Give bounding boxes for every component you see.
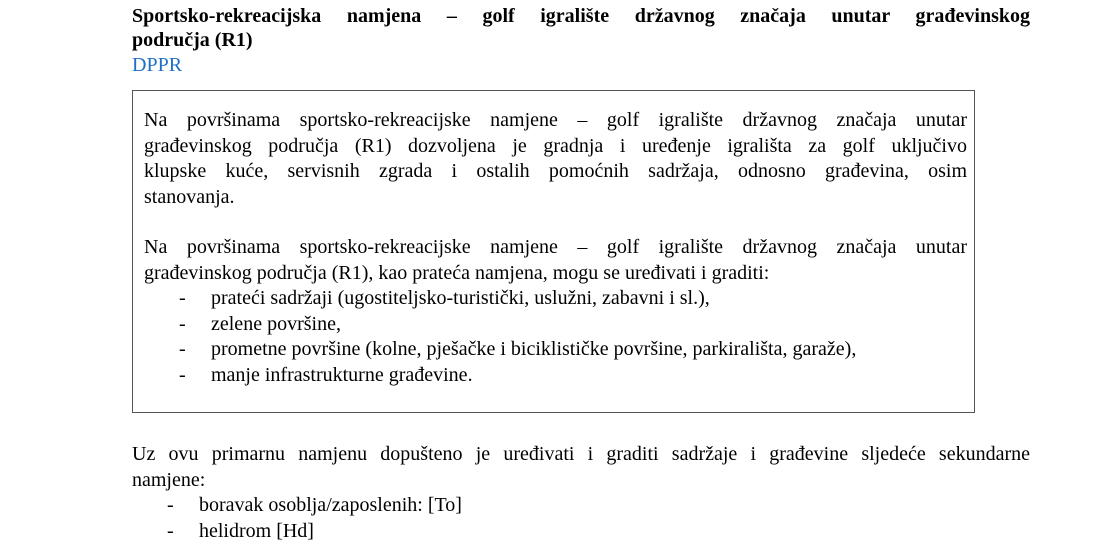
dppr-tag: DPPR: [132, 54, 183, 76]
heading-line: područja (R1): [132, 29, 253, 51]
list-item-text: zelene površine,: [211, 312, 341, 335]
secondary-use-section: [132, 442, 1030, 544]
dash-bullet: -: [179, 363, 186, 386]
text-line: Uz ovu primarnu namjenu dopušteno je uređivati i graditi sadržaje i građevine sljedeće sekundarne: [132, 443, 1030, 465]
text-line: građevinskog područja (R1), kao prateća namjena, mogu se uređivati i graditi:: [144, 261, 770, 284]
dash-bullet: -: [179, 312, 186, 335]
list-item: [144, 363, 967, 389]
box-paragraph-1: [144, 108, 967, 210]
list-item: [132, 519, 1030, 545]
text-line: klupske kuće, servisnih zgrada i ostalih pomoćnih sadržaja, odnosno građevina, osim: [144, 160, 967, 182]
list-item: [144, 286, 967, 312]
text-line: Na površinama sportsko-rekreacijske namjene – golf igralište državnog značaja unutar: [144, 236, 967, 258]
list-item-text: prometne površine (kolne, pješačke i biciklističke površine, parkirališta, garaže),: [211, 338, 857, 360]
list-item-text: helidrom [Hd]: [199, 519, 314, 542]
list-item-text: manje infrastrukturne građevine.: [211, 363, 473, 386]
dash-bullet: -: [167, 519, 174, 542]
list-item: [144, 337, 967, 363]
list-item-text: boravak osoblja/zaposlenih: [To]: [199, 494, 462, 516]
dash-bullet: -: [167, 494, 174, 516]
list-item: [132, 493, 1030, 519]
text-line: stanovanja.: [144, 185, 235, 208]
box-paragraph-2: [144, 235, 967, 388]
text-line: građevinskog područja (R1) dozvoljena je gradnja i uređenje igrališta za golf uključivo: [144, 134, 967, 157]
dash-bullet: -: [179, 287, 186, 309]
dash-bullet: -: [179, 338, 186, 360]
section-heading: [132, 4, 1030, 52]
provision-box: [132, 90, 975, 413]
list-item: [144, 312, 967, 338]
list-item-text: prateći sadržaji (ugostiteljsko-turistički, uslužni, zabavni i sl.),: [211, 287, 710, 309]
heading-line: Sportsko-rekreacijska namjena – golf igralište državnog značaja unutar građevinskog: [132, 5, 1030, 27]
text-line: namjene:: [132, 468, 206, 491]
box-list: [144, 286, 967, 388]
text-line: Na površinama sportsko-rekreacijske namjene – golf igralište državnog značaja unutar: [144, 109, 967, 131]
